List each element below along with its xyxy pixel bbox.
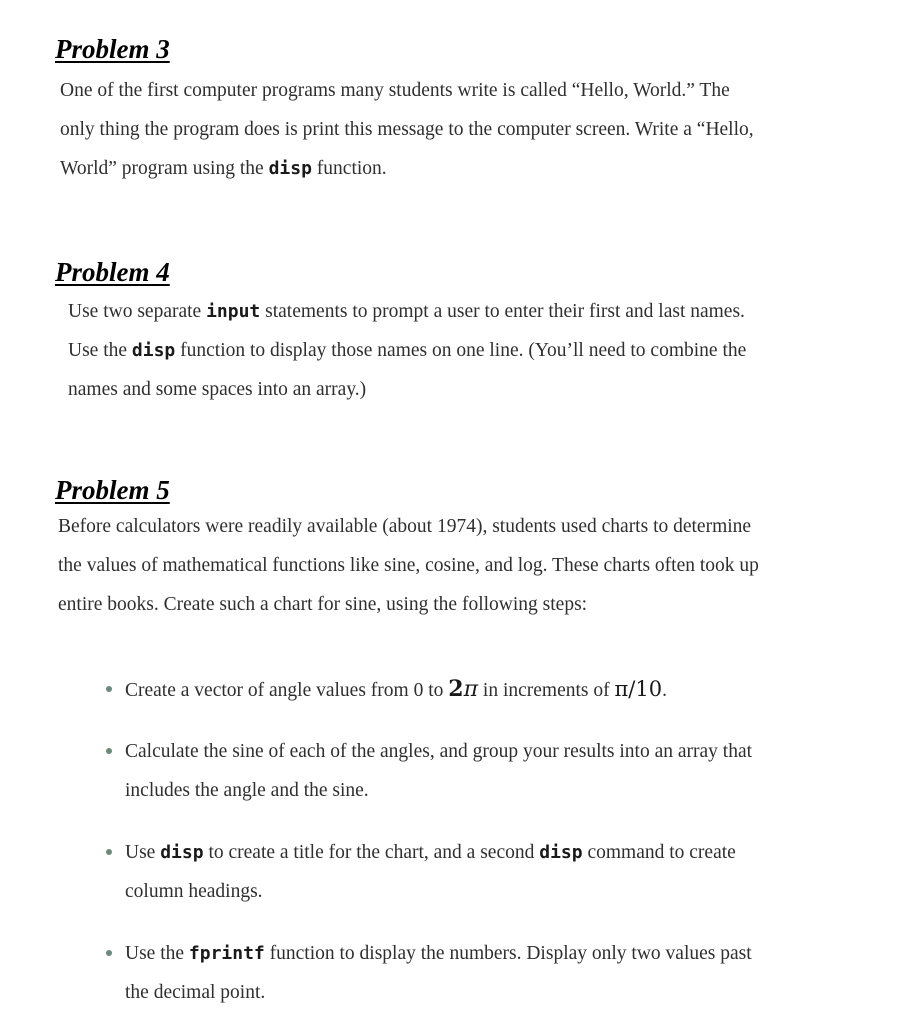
problem-4-text [68,292,746,409]
problem-5-line-1: Before calculators were readily available (about 1974), students used charts to determine [58,516,752,537]
problem-3-text [60,71,754,188]
problem-3-line-2: only thing the program does is print this message to the computer screen. Write a “Hello, [60,119,754,140]
step-2: Calculate the sine of each of the angles, and group your results into an array that includes the angle and the sine. [125,732,885,810]
code-keyword-disp: disp [268,158,312,179]
code-keyword-input: input [206,301,261,322]
problem-4-heading: Problem 4 [55,257,170,287]
problem-3-heading: Problem 3 [55,34,170,64]
problem-4-line-3: names and some spaces into an array.) [68,379,367,400]
step-4: Use the fprintf function to display the numbers. Display only two values past the decimal point. [125,934,885,1012]
problem-3-line-1: One of the first computer programs many students write is called “Hello, World.” The [60,80,730,101]
problem-5-line-2: the values of mathematical functions like sine, cosine, and log. These charts often took up [58,555,759,576]
math-two: 2 [448,676,464,702]
code-keyword-disp: disp [160,842,204,863]
problem-4-line-2: Use the disp function to display those names on one line. (You’ll need to combine the [68,340,747,361]
code-keyword-fprintf: fprintf [188,943,265,964]
step-3: Use disp to create a title for the chart, and a second disp command to create column headings. [125,833,885,911]
bullet-dot [106,748,112,754]
step-1: Create a vector of angle values from 0 to 2π in increments of π/10. [125,670,885,710]
bullet-dot [106,686,112,692]
math-pi-over-ten: π/10 [614,677,663,701]
problem-5-line-3: entire books. Create such a chart for sine, using the following steps: [58,594,588,615]
code-keyword-disp: disp [131,340,176,361]
bullet-dot [106,849,112,855]
problem-5-heading: Problem 5 [55,475,170,505]
problem-4-line-1: Use two separate input statements to prompt a user to enter their first and last names. [68,301,745,322]
problem-5-text [58,507,759,624]
code-keyword-disp: disp [539,842,583,863]
problem-3-line-3: World” program using the disp function. [60,158,387,179]
bullet-dot [106,950,112,956]
math-pi: π [463,677,479,702]
